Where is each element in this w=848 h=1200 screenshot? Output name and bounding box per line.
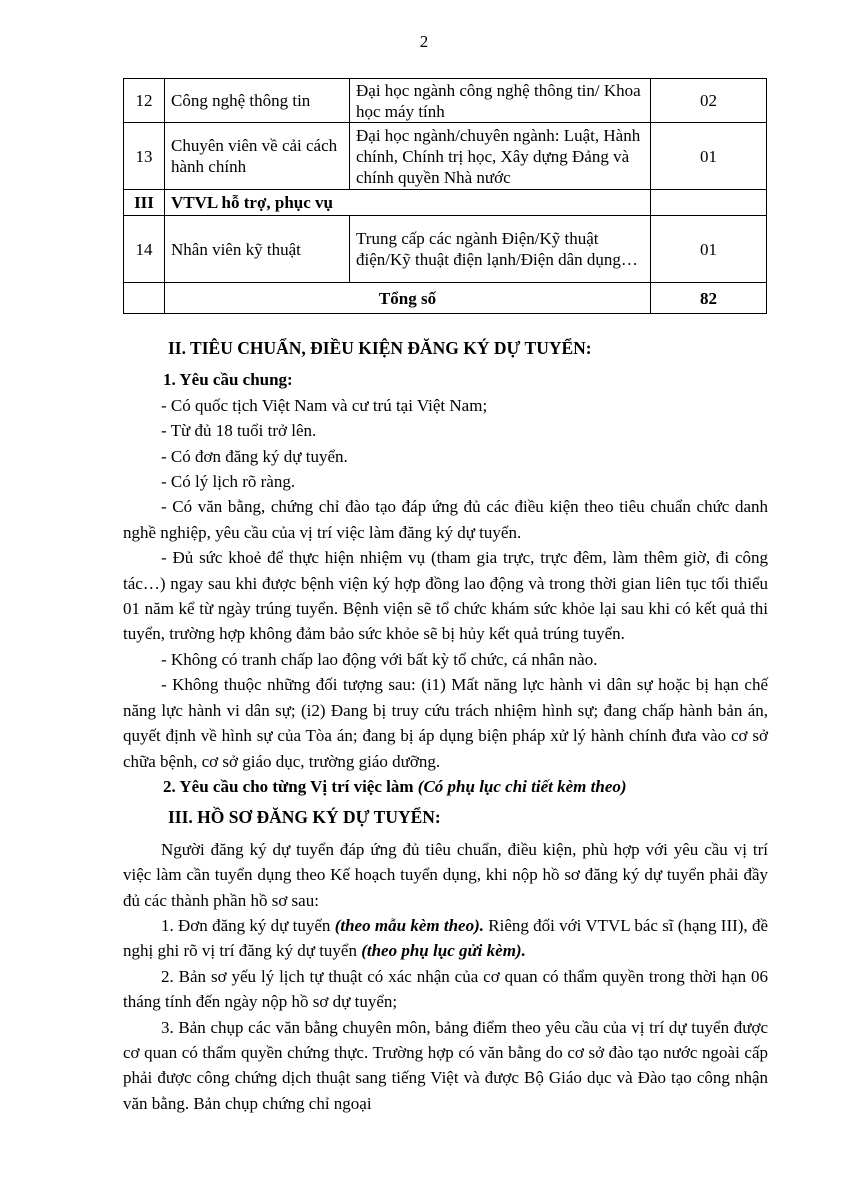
position-cell: Chuyên viên về cải cách hành chính (165, 123, 350, 190)
empty-cell (124, 283, 165, 314)
total-row (124, 283, 767, 314)
subheading (163, 774, 768, 799)
paragraph: - Đủ sức khoẻ để thực hiện nhiệm vụ (tham gia trực, trực đêm, làm thêm giờ, đi công tác…) ngay sau khi được bệnh viện ký hợp đồng lao động và trong thời gian liên tục tối thiểu 01 năm kể từ ngày trúng tuyển. Bệnh viện sẽ tổ chức khám sức khỏe lại sau khi có kết quả thi tuyển, trường hợp không đảm bảo sức khỏe sẽ bị hủy kết quả trúng tuyển. (123, 548, 768, 644)
paragraph: 2. Bản sơ yếu lý lịch tự thuật có xác nhận của cơ quan có thẩm quyền trong thời hạn 06 tháng tính đến ngày nộp hồ sơ dự tuyển; (123, 966, 768, 1012)
body-text (123, 336, 768, 1116)
paragraph: - Không thuộc những đối tượng sau: (i1) Mất năng lực hành vi dân sự hoặc bị hạn chế năng lực hành vi dân sự; (i2) Đang bị truy cứu trách nhiệm hình sự; đang chấp hành bản án, quyết định về hình sự của Tòa án; đang bị áp dụng biện pháp xử lý hành chính đưa vào cơ sở chữa bệnh, cơ sở giáo dục, trường giáo dưỡng. (123, 675, 768, 771)
list-item: - Có lý lịch rõ ràng. (161, 472, 296, 492)
item-text: Riêng đối với VTVL bác sĩ (hạng III), đề nghị ghi rõ vị trí đăng ký dự tuyển (123, 915, 769, 961)
requirement-cell: Đại học ngành công nghệ thông tin/ Khoa học máy tính (350, 79, 651, 123)
requirement-cell: Đại học ngành/chuyên ngành: Luật, Hành chính, Chính trị học, Xây dựng Đảng và chính quyền Nhà nước (350, 123, 651, 190)
paragraph: Người đăng ký dự tuyển đáp ứng đủ tiêu chuẩn, điều kiện, phù hợp với yêu cầu vị trí việc làm cần tuyển dụng theo Kế hoạch tuyển dụng, khi nộp hồ sơ đăng ký dự tuyển phải đầy đủ các thành phần hồ sơ sau: (123, 839, 768, 910)
page-number: 2 (419, 32, 429, 51)
section-heading: II. TIÊU CHUẨN, ĐIỀU KIỆN ĐĂNG KÝ DỰ TUYỂN: (168, 338, 592, 358)
position-cell: Công nghệ thông tin (165, 79, 350, 123)
list-item: - Có quốc tịch Việt Nam và cư trú tại Việt Nam; (161, 395, 488, 415)
item-text: 1. Đơn đăng ký dự tuyển (161, 915, 331, 935)
total-label: Tổng số (165, 283, 651, 314)
paragraph: - Không có tranh chấp lao động với bất kỳ tổ chức, cá nhân nào. (161, 649, 598, 669)
staffing-table (123, 78, 767, 314)
section-heading: III. HỒ SƠ ĐĂNG KÝ DỰ TUYỂN: (168, 807, 441, 828)
quantity-cell: 01 (651, 216, 767, 283)
row-number: 13 (124, 123, 165, 190)
list-item: - Từ đủ 18 tuổi trở lên. (161, 421, 317, 441)
item-note: (theo mẫu kèm theo). (334, 915, 485, 935)
table-row (124, 79, 767, 123)
subheading-note: (Có phụ lục chi tiết kèm theo) (417, 776, 627, 796)
quantity-cell: 02 (651, 79, 767, 123)
requirement-cell: Trung cấp các ngành Điện/Kỹ thuật điện/Kỹ thuật điện lạnh/Điện dân dụng… (350, 216, 651, 283)
section-number: III (124, 190, 165, 216)
row-number: 14 (124, 216, 165, 283)
empty-cell (651, 190, 767, 216)
paragraph (123, 913, 768, 964)
table-row (124, 123, 767, 190)
position-cell: Nhân viên kỹ thuật (165, 216, 350, 283)
subheading-text: 2. Yêu cầu cho từng Vị trí việc làm (163, 776, 414, 796)
row-number: 12 (124, 79, 165, 123)
table-row (124, 216, 767, 283)
section-row (124, 190, 767, 216)
list-item: - Có đơn đăng ký dự tuyển. (161, 446, 348, 466)
section-title: VTVL hỗ trợ, phục vụ (165, 190, 651, 216)
total-value: 82 (651, 283, 767, 314)
item-note: (theo phụ lục gửi kèm). (361, 941, 526, 961)
subheading: 1. Yêu cầu chung: (163, 370, 293, 390)
paragraph: 3. Bản chụp các văn bằng chuyên môn, bảng điểm theo yêu cầu của vị trí dự tuyển được cơ quan có thẩm quyền chứng thực. Trường hợp có văn bằng do cơ sở đào tạo nước ngoài cấp phải được công chứng dịch thuật sang tiếng Việt và được Bộ Giáo dục và Đào tạo công nhận văn bằng. Bản chụp chứng chỉ ngoại (123, 1017, 768, 1113)
quantity-cell: 01 (651, 123, 767, 190)
paragraph: - Có văn bằng, chứng chỉ đào tạo đáp ứng đủ các điều kiện theo tiêu chuẩn chức danh nghề nghiệp, yêu cầu của vị trí việc làm đăng ký dự tuyển. (123, 497, 768, 542)
